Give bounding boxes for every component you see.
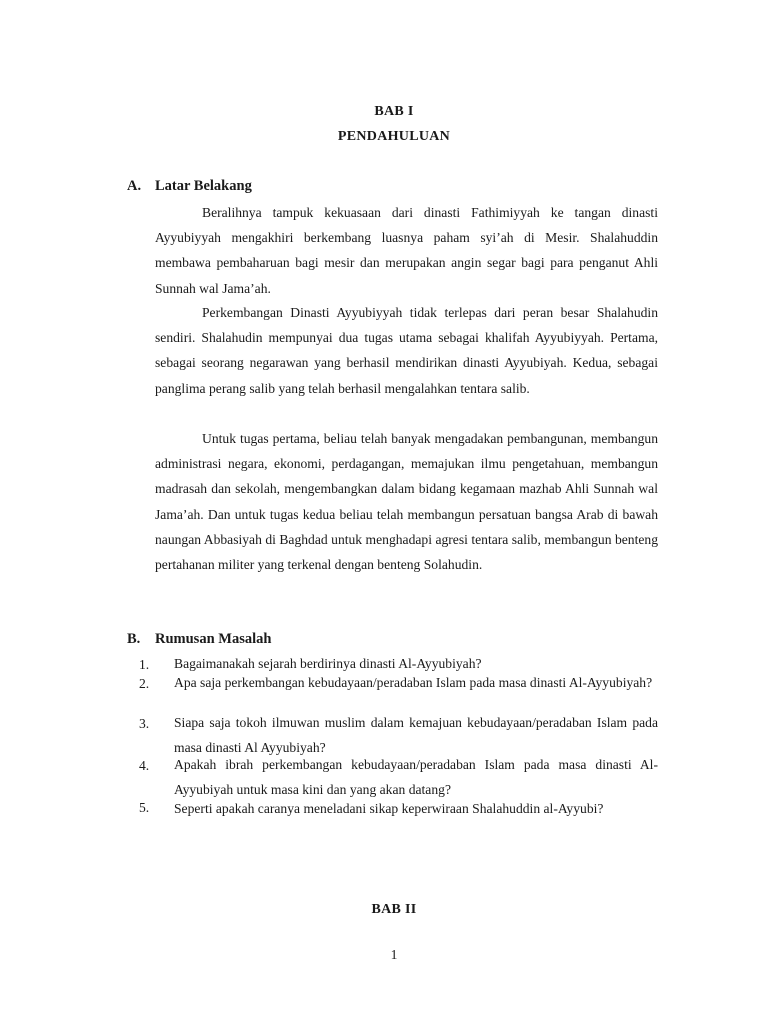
section-a-letter: A. [127,178,142,194]
chapter-2-title: BAB II [371,902,417,917]
list-number: 3. [139,716,150,731]
page-number: 1 [390,947,398,962]
list-text: Bagaimanakah sejarah berdirinya dinasti Al-Ayyubiyah? [174,656,482,671]
list-text: Seperti apakah caranya meneladani sikap keperwiraan Shalahuddin al-Ayyubi? [174,801,604,816]
list-text: Apa saja perkembangan kebudayaan/peradaban Islam pada masa dinasti Al-Ayyubiyah? [174,675,653,690]
list-number: 5. [139,800,150,815]
section-b-title: Rumusan Masalah [155,631,272,647]
list-text: Siapa saja tokoh ilmuwan muslim dalam kemajuan kebudayaan/peradaban Islam pada masa dinasti Al Ayyubiyah? [174,715,658,755]
list-number: 2. [139,676,150,691]
chapter-subtitle: PENDAHULUAN [337,129,451,144]
section-b-letter: B. [127,631,141,647]
section-b-heading [127,631,271,648]
paragraph: Perkembangan Dinasti Ayyubiyyah tidak terlepas dari peran besar Shalahudin sendiri. Shalahudin mempunyai dua tugas utama sebagai khalifah Ayyubiyyah. Pertama, sebagai seorang negarawan yang berhasil mendirikan dinasti Ayyubiyah. Kedua, sebagai panglima perang salib yang telah berhasil mengalahkan tentara salib. [155,305,658,396]
paragraph: Beralihnya tampuk kekuasaan dari dinasti Fathimiyyah ke tangan dinasti Ayyubiyyah mengakhiri berkembang luasnya paham syi’ah di Mesir. Shalahuddin membawa pembaharuan bagi mesir dan merupakan angin segar bagi para penganut Ahli Sunnah wal Jama’ah. [155,205,658,296]
list-text: Apakah ibrah perkembangan kebudayaan/peradaban Islam pada masa dinasti Al-Ayyubiyah untuk masa kini dan yang akan datang? [174,757,658,797]
section-a-title: Latar Belakang [155,178,252,194]
list-number: 1. [139,657,150,672]
chapter-title: BAB I [374,104,414,119]
section-a-heading [127,178,252,195]
paragraph: Untuk tugas pertama, beliau telah banyak mengadakan pembangunan, membangun administrasi negara, ekonomi, perdagangan, memajukan ilmu pengetahuan, membangun madrasah dan sekolah, mengembangkan dalam bidang kegamaan mazhab Ahli Sunnah wal Jama’ah. Dan untuk tugas kedua beliau telah membangun persatuan bangsa Arab di bawah naungan Abbasiyah di Baghdad untuk menghadapi agresi tentara salib, membangun benteng pertahanan militer yang terkenal dengan benteng Solahudin. [155,431,658,573]
list-number: 4. [139,758,150,773]
